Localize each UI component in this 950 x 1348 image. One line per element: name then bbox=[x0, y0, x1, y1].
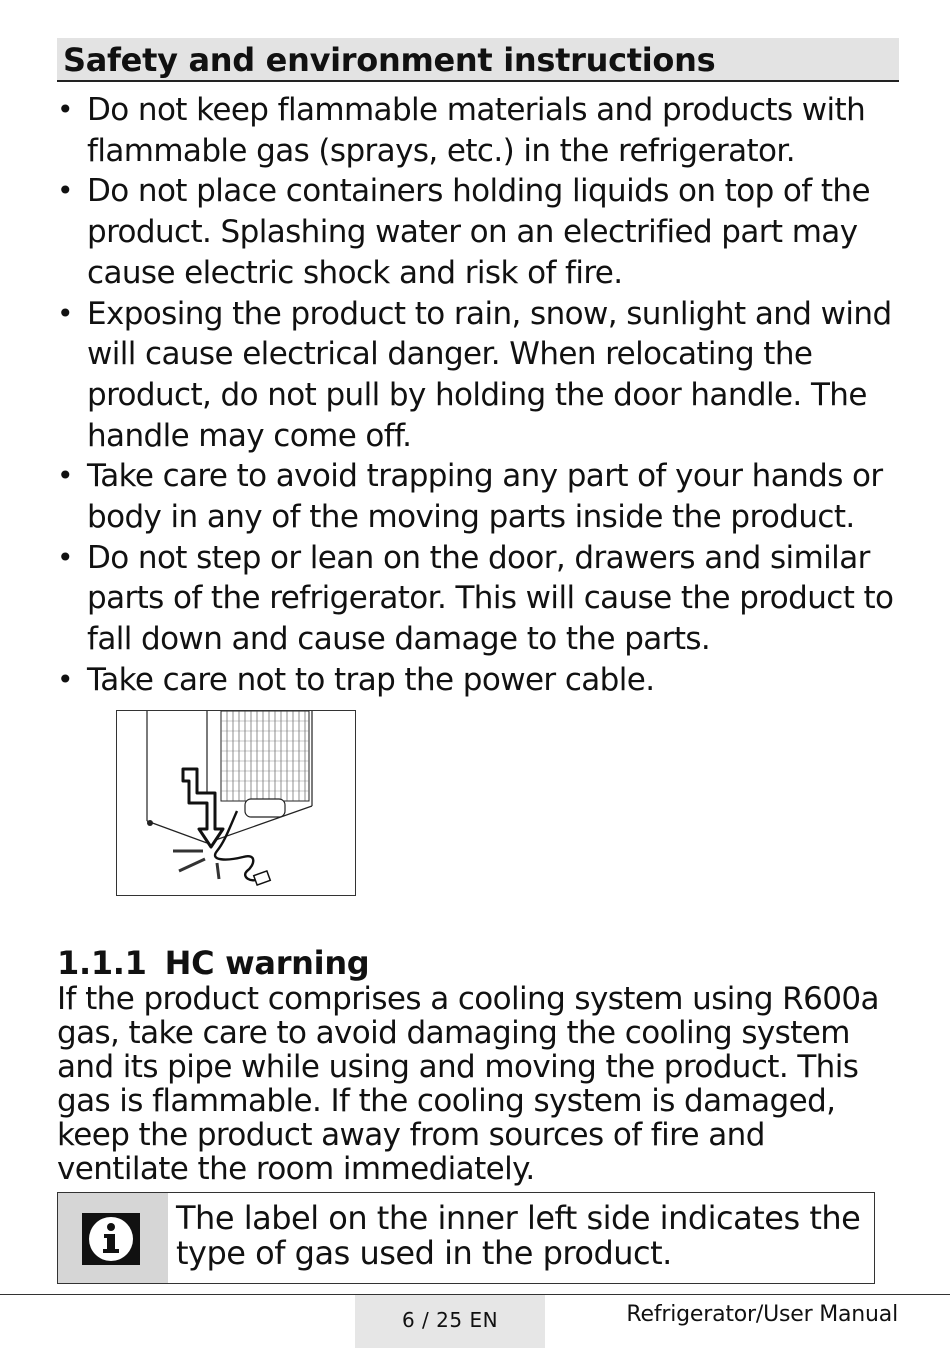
page-number-box bbox=[355, 1295, 545, 1348]
bullet-text: Do not keep flammable materials and products with flammable gas (sprays, etc.) in the refrigerator. bbox=[87, 92, 866, 169]
info-icon bbox=[82, 1213, 140, 1265]
bullet-icon: • bbox=[57, 174, 73, 208]
bullet-icon: • bbox=[57, 662, 73, 696]
heading-title: HC warning bbox=[164, 944, 370, 982]
section-title: Safety and environment instructions bbox=[63, 41, 716, 79]
bullet-icon: • bbox=[57, 296, 73, 330]
bullet-text: Take care not to trap the power cable. bbox=[87, 661, 655, 698]
hc-warning-heading bbox=[57, 944, 369, 982]
hc-warning-paragraph: If the product comprises a cooling system using R600a gas, take care to avoid damaging the cooling system and its pipe while using and moving the product. This gas is flammable. If the cooling system is damaged, keep the product away from sources of fire and ventilate the room immediately. bbox=[57, 981, 879, 1187]
note-icon-cell bbox=[58, 1193, 168, 1283]
page-number: 6 / 25 EN bbox=[401, 1308, 499, 1332]
section-header bbox=[57, 38, 899, 82]
document-title: Refrigerator/User Manual bbox=[626, 1302, 898, 1327]
list-item bbox=[57, 90, 899, 171]
bullet-icon: • bbox=[57, 540, 73, 574]
list-item bbox=[57, 294, 899, 457]
list-item bbox=[57, 538, 899, 660]
power-cable-illustration bbox=[116, 710, 356, 896]
bullet-icon: • bbox=[57, 93, 73, 126]
list-item bbox=[57, 456, 899, 537]
heading-number: 1.1.1 bbox=[57, 944, 147, 982]
bullet-text: Do not place containers holding liquids on top of the product. Splashing water on an electrified part may cause electric shock and risk of fire. bbox=[87, 173, 870, 291]
list-item bbox=[57, 660, 899, 701]
bullet-text: Exposing the product to rain, snow, sunlight and wind will cause electrical danger. When relocating the product, do not pull by holding the door handle. The handle may come off. bbox=[87, 295, 892, 454]
note-text: The label on the inner left side indicates the type of gas used in the product. bbox=[176, 1199, 861, 1272]
list-item bbox=[57, 171, 899, 293]
safety-bullet-list bbox=[57, 90, 899, 701]
bullet-icon: • bbox=[57, 459, 73, 493]
bullet-text: Do not step or lean on the door, drawers and similar parts of the refrigerator. This will cause the product to fall down and cause damage to the parts. bbox=[87, 539, 894, 658]
info-note-box bbox=[57, 1192, 875, 1284]
bullet-text: Take care to avoid trapping any part of your hands or body in any of the moving parts inside the product. bbox=[87, 458, 883, 536]
